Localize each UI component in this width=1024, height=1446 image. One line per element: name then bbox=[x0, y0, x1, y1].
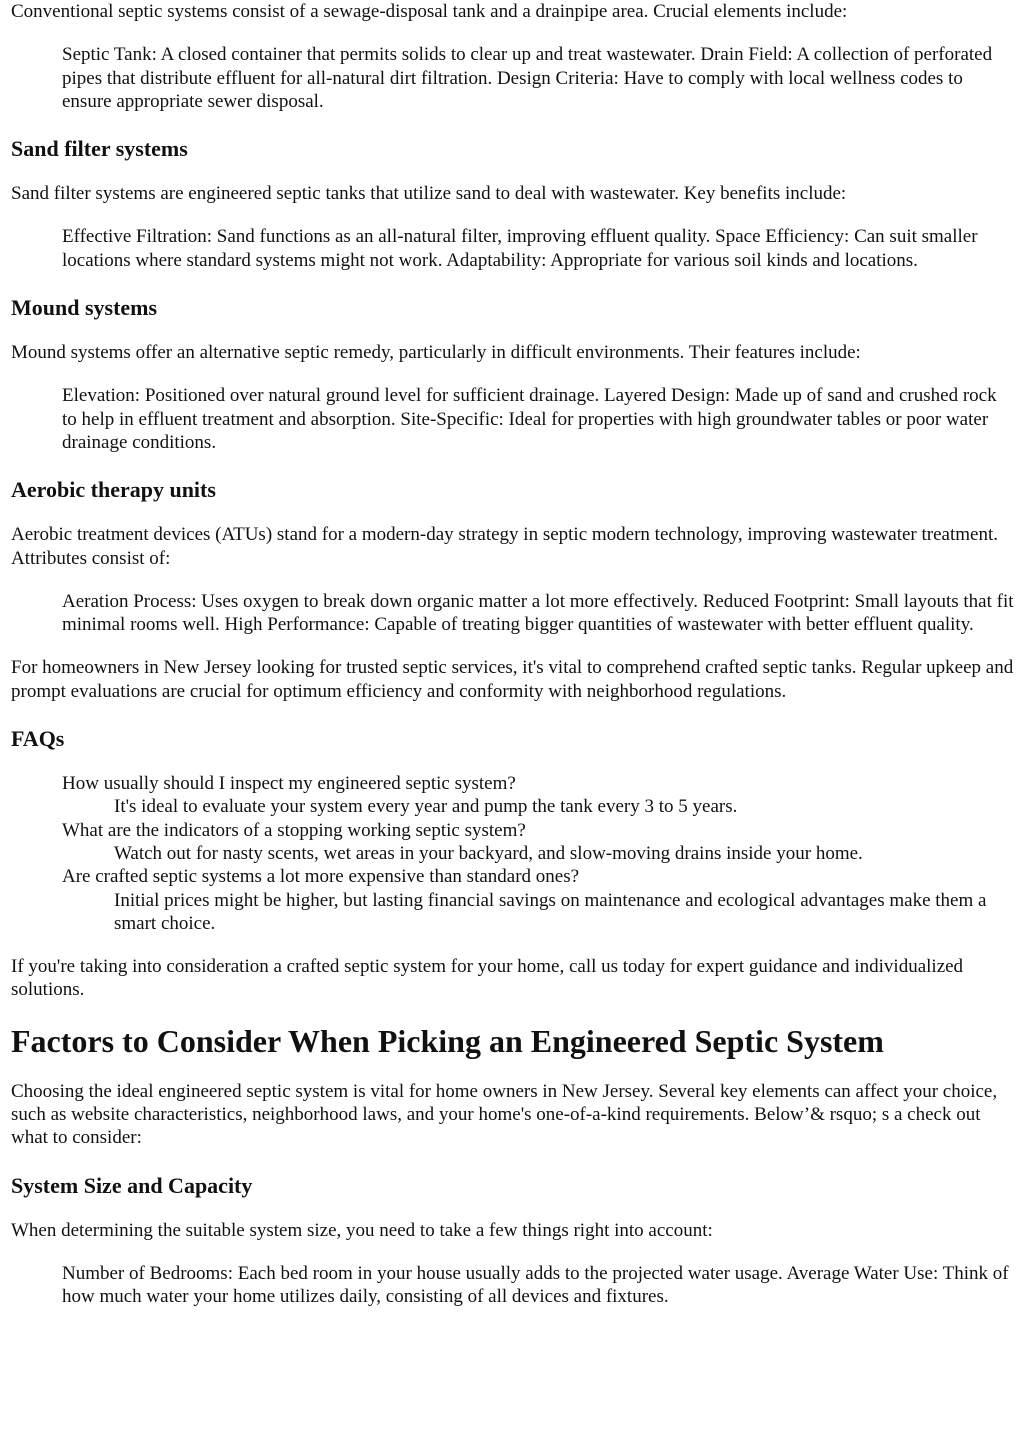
cta-paragraph: If you're taking into consideration a crafted septic system for your home, call us today for expert guidance and individualized solutions. bbox=[11, 956, 964, 1001]
section-text-mound: Mound systems offer an alternative septic remedy, particularly in difficult environments. Their features include: bbox=[11, 342, 861, 364]
section-text-aerobic: Aerobic treatment devices (ATUs) stand for a modern-day strategy in septic modern technology, improving wastewater treatment. Attributes consist of: bbox=[11, 524, 998, 569]
intro-paragraph: Conventional septic systems consist of a sewage-disposal tank and a drainpipe area. Crucial elements include: bbox=[11, 1, 848, 22]
system-size-text: When determining the suitable system size, you need to take a few things right into account: bbox=[11, 1219, 713, 1241]
section-blockquote-mound: Elevation: Positioned over natural ground level for sufficient drainage. Layered Design: Made up of sand and crushed rock to help in effluent treatment and absorption. Site-Specific: Ideal for properties with high groundwater tables or poor water drainage conditions. bbox=[62, 385, 997, 453]
factors-heading: Factors to Consider When Picking an Engineered Septic System bbox=[11, 1022, 884, 1059]
faq-answer: Initial prices might be higher, but lasting financial savings on maintenance and ecological advantages make them a smart choice. bbox=[114, 889, 987, 934]
faq-list bbox=[62, 772, 1014, 935]
section-text-sand-filter: Sand filter systems are engineered septic tanks that utilize sand to deal with wastewater. Key benefits include: bbox=[11, 183, 847, 205]
section-blockquote-sand-filter: Effective Filtration: Sand functions as an all-natural filter, improving effluent quality. Space Efficiency: Can suit smaller locations where standard systems might not work. Adaptability: Appropriate for various soil kinds and locations. bbox=[62, 226, 978, 271]
factors-intro: Choosing the ideal engineered septic system is vital for home owners in New Jersey. Several key elements can affect your choice, such as website characteristics, neighborhood laws, and your home's one-of-a-kind requirements. Below’& rsquo; s a check out what to consider: bbox=[11, 1080, 998, 1149]
faq-question: Are crafted septic systems a lot more expensive than standard ones? bbox=[62, 866, 580, 888]
closing-paragraph: For homeowners in New Jersey looking for trusted septic services, it's vital to comprehend crafted septic tanks. Regular upkeep and prompt evaluations are crucial for optimum efficiency and conformity with neighborhood regulations. bbox=[11, 657, 1014, 702]
system-size-heading: System Size and Capacity bbox=[11, 1172, 253, 1198]
section-heading-sand-filter: Sand filter systems bbox=[11, 136, 188, 162]
system-size-blockquote: Number of Bedrooms: Each bed room in your house usually adds to the projected water usage. Average Water Use: Think of how much water your home utilizes daily, consisting of all devices and fixtures. bbox=[62, 1262, 1009, 1308]
section-heading-aerobic: Aerobic therapy units bbox=[11, 477, 216, 503]
faq-question: How usually should I inspect my engineered septic system? bbox=[62, 773, 516, 795]
section-blockquote-aerobic: Aeration Process: Uses oxygen to break down organic matter a lot more effectively. Reduced Footprint: Small layouts that fit minimal rooms well. High Performance: Capable of treating bigger quantities of wastewater with better effluent quality. bbox=[62, 590, 1014, 636]
section-heading-mound: Mound systems bbox=[11, 295, 158, 321]
faq-answer: Watch out for nasty scents, wet areas in your backyard, and slow-moving drains inside your home. bbox=[114, 842, 863, 864]
faq-question: What are the indicators of a stopping working septic system? bbox=[62, 819, 526, 841]
faq-heading: FAQs bbox=[11, 726, 65, 752]
faq-answer: It's ideal to evaluate your system every year and pump the tank every 3 to 5 years. bbox=[114, 796, 738, 818]
intro-blockquote: Septic Tank: A closed container that permits solids to clear up and treat wastewater. Drain Field: A collection of perforated pipes that distribute effluent for all-natural dirt filtration. Design Criteria: Have to comply with local wellness codes to ensure appropriate sewer disposal. bbox=[62, 44, 993, 112]
